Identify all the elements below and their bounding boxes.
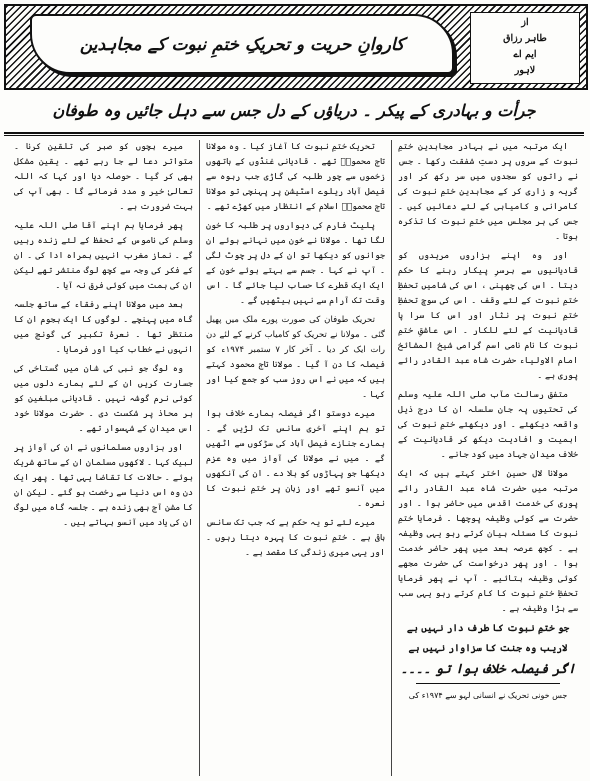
column-left bbox=[8, 140, 200, 776]
heading-rule bbox=[416, 683, 560, 684]
byline-prefix: از bbox=[521, 17, 529, 28]
column-right bbox=[392, 140, 584, 776]
paragraph: تحریک ختمِ نبوت کا آغاز کیا ۔ وہ مولانا تاج محمودؒ تھے ۔ قادیانی غنڈوں کے ہاتھوں زخموں سے چور طلبہ کی گاڑی جب ربوہ سے فیصل آباد ریلوے اسٹیشن پر پہنچی تو مولانا تاج محمودؒ اسلام کے انتظار میں کھڑے تھے ۔ bbox=[206, 142, 385, 212]
byline-degree: ایم اے bbox=[513, 49, 537, 60]
paragraph: مولانا لال حسین اختر کہتے ہیں کہ ایک مرتبہ میں حضرت شاہ عبد القادر رائے پوری کی خدمت اقدس میں حاضر ہوا ۔ اور حضرت سے کوئی وظیفہ پوچھا ۔ فرمایا ختمِ نبوت کا مسئلہ بیان کرتے رہو یہی وظیفہ ہے ۔ کچھ عرصہ بعد میں پھر حاضر خدمت ہوا ۔ اور پھر درخواست کی حضرت مجھے کوئی وظیفہ بتائیے ۔ آپ نے پھر فرمایا تحفظِ ختمِ نبوت کا کام کرتے رہو یہی سب سے بڑا وظیفہ ہے ۔ bbox=[398, 469, 578, 614]
paragraph: متفق رسالت مآب صلی اللہ علیہ وسلم کی تحتیوں پہ جان سلسلہ ان کا درج ذیل واقعہ دیکھئے ۔ اور دیکھئے ختمِ نبوت کی اہمیت و افادیت دیکھ کر قادیانیت کے خلاف میدانِ جہاد میں کود جانے ۔ bbox=[398, 390, 578, 460]
column-middle bbox=[200, 140, 392, 776]
paragraph: بعد میں مولانا اپنے رفقاء کے ساتھ جلسہ گاہ میں پہنچے ۔ لوگوں کا ایک ہجوم ان کا منتظر تھا ۔ نعرۂ تکبیر کی گونج میں انہوں نے خطاب کیا اور فرمایا ۔ bbox=[14, 300, 193, 355]
section-heading: اگر فیصلہ خلاف ہوا تو ۔۔۔۔ bbox=[400, 662, 576, 677]
verse-line: لاریب وہ جنت کا سزاوار نہیں ہے bbox=[408, 643, 568, 654]
paragraph: میرے دوستو اگر فیصلہ ہمارے خلاف ہوا تو ہم اپنے آخری سانس تک لڑیں گے ۔ ہمارے جنازے فیصل آباد کی سڑکوں سے اٹھیں گے ۔ میں نے مولانا کی آواز میں وہ عزم دیکھا جو پہاڑوں کو ہلا دے ۔ ان کی آنکھوں میں آنسو تھے اور زبان پر ختمِ نبوت کا نعرہ ۔ bbox=[206, 409, 385, 509]
subtitle-strip bbox=[4, 92, 584, 134]
paragraph: اور ہزاروں مسلمانوں نے ان کی آواز پر لبیک کہا ۔ لاکھوں مسلمان ان کے ساتھ شریک ہوئے ۔ حالات کا تقاضا یہی تھا ۔ پھر ایک دن وہ اس دنیا سے رخصت ہو گئے ۔ لیکن ان کا مشن آج بھی زندہ ہے ۔ جلسہ گاہ میں لوگ ان کی یاد میں آنسو بہاتے ہیں ۔ bbox=[14, 443, 193, 528]
paragraph: وہ لوگ جو نبی کی شان میں گستاخی کی جسارت کریں ان کے لئے ہمارے دلوں میں کوئی نرم گوشہ نہیں ۔ قادیانی مبلغین کو ہر محاذ پر شکست دی ۔ حضرت مولانا خود اس میدان کے شہسوار تھے ۔ bbox=[14, 364, 193, 434]
verse-line: جو ختمِ نبوت کا طرف دار نہیں ہے bbox=[406, 623, 570, 634]
paragraph: پھر فرمایا ہم اپنے آقا صلی اللہ علیہ وسلم کی ناموس کے تحفظ کے لئے زندہ رہیں گے ۔ نماز مغرب انہیں ہمراہ ادا کی ۔ ان کے فکر کی وجہ سے کچھ لوگ منتشر تھے لیکن ان کی ہمت میں کوئی فرق نہ آیا ۔ bbox=[14, 221, 193, 291]
masthead-banner bbox=[30, 14, 454, 74]
byline-box bbox=[470, 12, 580, 84]
paragraph: میرے لئے تو یہ حکم ہے کہ جب تک سانس باقی ہے ۔ ختمِ نبوت کا پہرہ دیتا رہوں ۔ اور یہی میری زندگی کا مقصد ہے ۔ bbox=[206, 518, 385, 558]
paragraph: جس خونی تحریک نے انسانی لہو سے ۱۹۷۴ء کی bbox=[408, 691, 568, 700]
byline-author: طاہر رزاق bbox=[503, 33, 547, 44]
paragraph: اور وہ اپنے ہزاروں مریدوں کو قادیانیوں سے برسرِ پیکار رہنے کا حکم دیتا ۔ اس کی چھپنی ، اس کی شامیں تحفظِ ختمِ نبوت کے لئے وقف ۔ اس کی سوچ تحفظِ ختمِ نبوت پر نثار اور اس کا سرا پا قادیانیت کے لئے للکار ۔ اس عاشقِ ختمِ نبوت کا نام نامی اسم گرامی شیخ المشائخ امام الاولیاء حضرت شاہ عبد القادر رائے پوری ہے ۔ bbox=[398, 251, 578, 381]
article-body bbox=[6, 140, 584, 776]
paragraph: پلیٹ فارم کی دیواروں پر طلبہ کا خون لگا تھا ۔ مولانا نے خون میں نہانے ہوئے ان جوانوں کو دیکھا تو ان کے دل پر چوٹ لگی ۔ آپ نے کہا ۔ جسم سے بہتے ہوئے خون کے ایک ایک قطرے کا حساب لیا جائے گا ۔ اس وقت تک آرام سے نہیں بیٹھیں گے ۔ bbox=[206, 221, 385, 306]
paragraph: میرے بچوں کو صبر کی تلقین کرنا ۔ متواتر دعا لے جا رہے تھے ۔ یقین مشکل بھی کر گیا ۔ حوصلہ دیا اور کہا کہ اللہ تعالیٰ خیر و مدد فرمائے گا ۔ بھی آپ کی بہت ضرورت ہے ۔ bbox=[14, 142, 193, 212]
divider-rule bbox=[4, 135, 584, 136]
article-subtitle: جرأت و بہادری کے پیکر ۔ دریاؤں کے دل جس سے دہل جائیں وہ طوفان bbox=[52, 101, 536, 120]
article-title: کاروانِ حریت و تحریکِ ختمِ نبوت کے مجاہدین bbox=[79, 34, 405, 55]
masthead bbox=[4, 4, 588, 90]
paragraph: تحریک طوفان کی صورت پورے ملک میں پھیل گئی ۔ مولانا نے تحریک کو کامیاب کرنے کے لئے دن رات ایک کر دیا ۔ آخر کار ۷ ستمبر ۱۹۷۴ء کو فیصلہ کا دن آ گیا ۔ مولانا تاج محمود کہتے ہیں کہ میں نے اس روز سب کو جمع کیا اور کہا ۔ bbox=[206, 315, 385, 400]
paragraph: ایک مرتبہ میں نے بہادر مجاہدین ختمِ نبوت کے سروں پر دستِ شفقت رکھا ۔ جس نے راتوں کو سجدوں میں سر رکھ کر اور گریہ و زاری کر کے مجاہدینِ ختمِ نبوت کی کامرانی و کامیابی کے لئے دعائیں کیں ۔ جس کی ہر مجلس میں ختمِ نبوت کا تذکرہ ہوتا ۔ bbox=[398, 142, 578, 242]
byline-city: لاہور bbox=[514, 65, 536, 76]
